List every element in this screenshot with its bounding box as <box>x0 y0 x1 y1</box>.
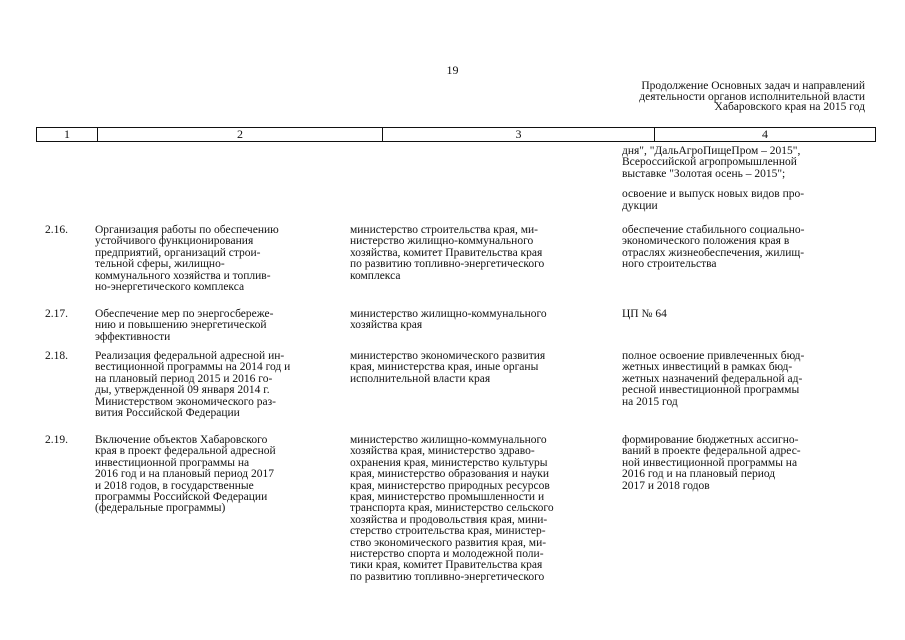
result-cell <box>622 225 868 271</box>
executors-line: тики края, комитет Правительства края <box>350 559 543 572</box>
executors-line: хозяйства края, министерство здраво- <box>350 445 535 458</box>
task-line: коммунального хозяйства и топлив- <box>95 269 271 282</box>
continuation-line: Продолжение Основных задач и направлений <box>641 80 865 92</box>
result-cell <box>622 435 868 492</box>
carryover-result <box>622 146 868 212</box>
result-line: освоение и выпуск новых видов про- <box>622 188 805 201</box>
executors-line: исполнительной власти края <box>350 372 491 385</box>
column-header-2: 2 <box>97 128 382 141</box>
executors-line: транспорта края, министерство сельского <box>350 502 554 515</box>
result-line: выставке "Золотая осень – 2015"; <box>622 167 786 180</box>
page-number: 19 <box>446 63 459 77</box>
result-line: дня", "ДальАгроПищеПром – 2015", <box>622 145 801 157</box>
executors-line: ство экономического развития края, ми- <box>350 536 547 549</box>
task-line: Включение объектов Хабаровского <box>95 434 268 446</box>
result-line: ЦП № 64 <box>622 308 667 320</box>
result-line: формирование бюджетных ассигно- <box>622 434 799 446</box>
result-line: 2017 и 2018 годов <box>622 479 710 492</box>
result-line: на 2015 год <box>622 395 678 408</box>
result-line: дукции <box>622 199 658 212</box>
task-line: эффективности <box>95 330 171 343</box>
task-line: ды, утвержденной 09 января 2014 г. <box>95 384 270 397</box>
task-line: Обеспечение мер по энергосбереже- <box>95 308 274 320</box>
task-line: края в проект федеральной адресной <box>95 445 276 458</box>
executors-line: хозяйства края <box>350 319 423 332</box>
task-cell <box>95 225 338 293</box>
executors-line: края, министерства края, иные органы <box>350 361 539 374</box>
executors-line: комплекса <box>350 269 401 282</box>
executors-line: министерство экономического развития <box>350 350 546 362</box>
executors-line: нистерство жилищно-коммунального <box>350 235 534 248</box>
result-line: ресной инвестиционной программы <box>622 384 800 397</box>
result-line: отраслях жизнеобеспечения, жилищ- <box>622 246 805 259</box>
result-line: ной инвестиционной программы на <box>622 456 798 469</box>
task-line: на плановый период 2015 и 2016 го- <box>95 372 273 385</box>
task-cell <box>95 309 338 343</box>
task-cell <box>95 351 338 419</box>
task-line: (федеральные программы) <box>95 502 226 515</box>
executors-line: охранения края, министерство культуры <box>350 456 548 469</box>
executors-cell <box>350 351 612 385</box>
result-line: обеспечение стабильного социально- <box>622 224 805 236</box>
task-line: 2016 год и на плановый период 2017 <box>95 468 275 481</box>
row-number: 2.17. <box>45 308 68 320</box>
column-header-3: 3 <box>382 128 654 141</box>
result-line: ного строительства <box>622 258 717 271</box>
executors-cell <box>350 309 612 332</box>
result-cell <box>622 309 868 320</box>
result-line: 2016 год и на плановый период <box>622 468 776 481</box>
executors-line: министерство строительства края, ми- <box>350 224 538 236</box>
result-cell <box>622 351 868 408</box>
task-line: Организация работы по обеспечению <box>95 224 279 236</box>
executors-line: министерство жилищно-коммунального <box>350 434 547 446</box>
executors-line: края, министерство образования и науки <box>350 468 550 481</box>
row-number: 2.16. <box>45 224 68 236</box>
task-line: тельной сферы, жилищно- <box>95 258 225 271</box>
task-line: вития Российской Федерации <box>95 407 240 420</box>
task-line: предприятий, организаций строи- <box>95 246 261 259</box>
executors-line: нистерство спорта и молодежной поли- <box>350 548 544 561</box>
executors-line: хозяйства и продовольствия края, мини- <box>350 513 548 526</box>
task-line: Реализация федеральной адресной ин- <box>95 350 285 362</box>
column-header-row <box>36 127 876 142</box>
task-line: вестиционной программы на 2014 год и <box>95 361 291 374</box>
result-line: жетных инвестиций в рамках бюд- <box>622 361 793 374</box>
result-line: экономического положения края в <box>622 235 790 248</box>
executors-line: края, министерство природных ресурсов <box>350 479 550 492</box>
executors-line: министерство жилищно-коммунального <box>350 308 547 320</box>
executors-line: стерство строительства края, министер- <box>350 525 546 538</box>
executors-cell <box>350 435 612 583</box>
row-number: 2.18. <box>45 350 68 362</box>
executors-line: хозяйства, комитет Правительства края <box>350 246 543 259</box>
task-line: устойчивого функционирования <box>95 235 254 248</box>
task-line: но-энергетического комплекса <box>95 281 245 294</box>
continuation-line: деятельности органов исполнительной власти <box>639 90 865 103</box>
column-header-4: 4 <box>654 128 875 141</box>
task-line: нию и повышению энергетической <box>95 319 267 332</box>
column-header-1: 1 <box>64 127 70 141</box>
task-line: инвестиционной программы на <box>95 456 250 469</box>
continuation-line: Хабаровского края на 2015 год <box>714 101 865 113</box>
row-number: 2.19. <box>45 434 68 446</box>
continuation-heading <box>585 81 865 113</box>
task-line: и 2018 годов, в государственные <box>95 479 254 492</box>
executors-line: по развитию топливно-энергетического <box>350 570 545 583</box>
executors-cell <box>350 225 612 282</box>
task-line: программы Российской Федерации <box>95 491 268 504</box>
result-line: полное освоение привлеченных бюд- <box>622 350 805 362</box>
result-line: жетных назначений федеральной ад- <box>622 372 803 385</box>
result-line: ваний в проекте федеральной адрес- <box>622 445 801 458</box>
executors-line: по развитию топливно-энергетического <box>350 258 545 271</box>
result-line: Всероссийской агропромышленной <box>622 156 797 169</box>
executors-line: края, министерство промышленности и <box>350 491 545 504</box>
task-line: Министерством экономического раз- <box>95 395 276 408</box>
task-cell <box>95 435 338 515</box>
